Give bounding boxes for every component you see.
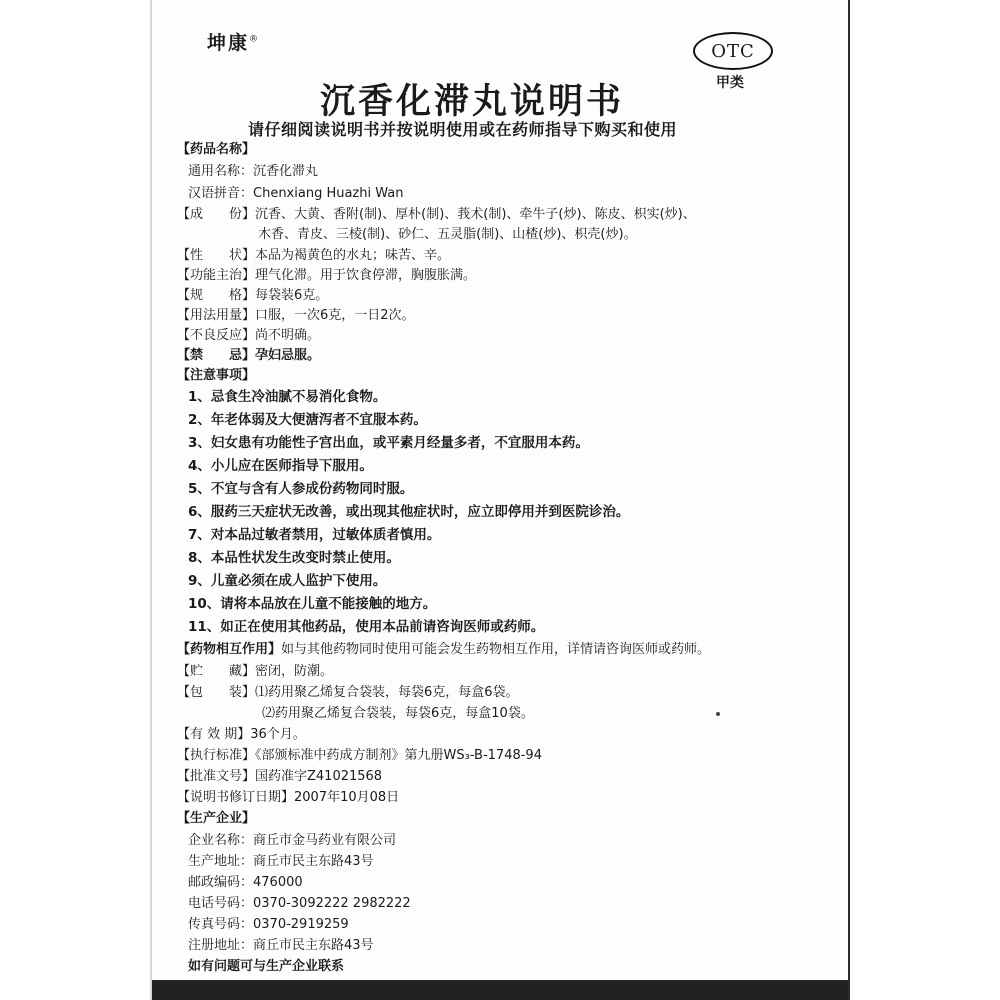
section-indications: 【功能主治】理气化滞。用于饮食停滞，胸腹胀满。 <box>177 268 477 283</box>
scan-margin-left <box>0 0 152 1000</box>
section-ingredients: 【成 份】沉香、大黄、香附(制)、厚朴(制)、莪术(制)、牵牛子(炒)、陈皮、枳实(炒)、 <box>177 207 696 222</box>
section-properties: 【性 状】本品为褐黄色的水丸；味苦、辛。 <box>177 248 451 263</box>
otc-badge: OTC <box>693 32 773 70</box>
section-revision-date: 【说明书修订日期】2007年10月08日 <box>177 790 400 805</box>
otc-class: 甲类 <box>716 75 744 91</box>
section-approval: 【批准文号】国药准字Z41021568 <box>177 769 383 784</box>
precaution-item: 6、服药三天症状无改善，或出现其他症状时，应立即停用并到医院诊治。 <box>188 504 630 520</box>
precaution-item: 8、本品性状发生改变时禁止使用。 <box>188 550 400 566</box>
precaution-item: 10、请将本品放在儿童不能接触的地方。 <box>188 596 437 612</box>
precaution-item: 9、儿童必须在成人监护下使用。 <box>188 573 387 589</box>
section-interactions: 【药物相互作用】如与其他药物同时使用可能会发生药物相互作用，详情请咨询医师或药师。 <box>177 642 711 657</box>
section-storage: 【贮 藏】密闭，防潮。 <box>177 664 334 679</box>
scan-speck <box>716 712 720 716</box>
precaution-item: 1、忌食生冷油腻不易消化食物。 <box>188 389 387 405</box>
section-adverse-reactions: 【不良反应】尚不明确。 <box>177 328 321 343</box>
document-title: 沉香化滞丸说明书 <box>320 82 625 122</box>
section-standard: 【执行标准】《部颁标准中药成方制剂》第九册WS₃-B-1748-94 <box>177 748 542 763</box>
company-name: 企业名称：商丘市金马药业有限公司 <box>188 833 397 848</box>
pinyin-name: 汉语拼音：Chenxiang Huazhi Wan <box>188 186 404 201</box>
section-specification: 【规 格】每袋装6克。 <box>177 288 329 303</box>
section-package: 【包 装】⑴药用聚乙烯复合袋装，每袋6克，每盒6袋。 <box>177 685 519 700</box>
scan-margin-right <box>848 0 1000 1000</box>
package-option-2: ⑵药用聚乙烯复合袋装，每袋6克，每盒10袋。 <box>262 706 534 721</box>
precaution-item: 11、如正在使用其他药品，使用本品前请咨询医师或药师。 <box>188 619 545 635</box>
postal-code: 邮政编码：476000 <box>188 875 303 890</box>
section-validity: 【有 效 期】36个月。 <box>177 727 306 742</box>
precaution-item: 2、年老体弱及大便溏泻者不宜服本药。 <box>188 412 427 428</box>
fax-number: 传真号码：0370-2919259 <box>188 917 349 932</box>
production-address: 生产地址：商丘市民主东路43号 <box>188 854 374 869</box>
precaution-item: 3、妇女患有功能性子宫出血，或平素月经量多者，不宜服用本药。 <box>188 435 589 451</box>
brand-logo: 坤康® <box>207 32 261 54</box>
section-manufacturer: 【生产企业】 <box>177 811 256 826</box>
section-drug-name: 【药品名称】 <box>177 142 256 157</box>
section-dosage: 【用法用量】口服，一次6克，一日2次。 <box>177 308 415 323</box>
contact-note: 如有问题可与生产企业联系 <box>188 959 345 974</box>
precaution-item: 4、小儿应在医师指导下服用。 <box>188 458 373 474</box>
scan-bottom-edge <box>152 980 848 1000</box>
leaflet-page <box>152 0 848 1000</box>
document-subtitle: 请仔细阅读说明书并按说明使用或在药师指导下购买和使用 <box>248 120 678 139</box>
registered-address: 注册地址：商丘市民主东路43号 <box>188 938 374 953</box>
section-precautions: 【注意事项】 <box>177 368 256 383</box>
precaution-item: 5、不宜与含有人参成份药物同时服。 <box>188 481 414 497</box>
phone-number: 电话号码：0370-3092222 2982222 <box>188 896 411 911</box>
ingredients-continued: 木香、青皮、三棱(制)、砂仁、五灵脂(制)、山楂(炒)、枳壳(炒)。 <box>258 227 637 242</box>
section-contraindications: 【禁 忌】孕妇忌服。 <box>177 348 321 363</box>
generic-name: 通用名称：沉香化滞丸 <box>188 164 319 179</box>
precaution-item: 7、对本品过敏者禁用，过敏体质者慎用。 <box>188 527 441 543</box>
